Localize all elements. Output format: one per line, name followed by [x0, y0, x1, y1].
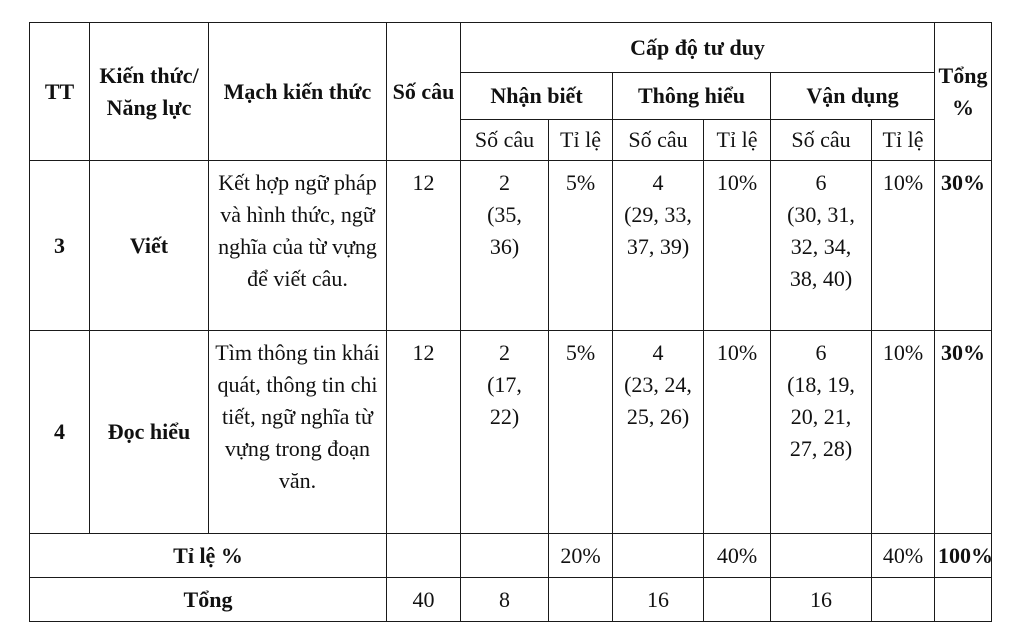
header-tt: TT [30, 23, 90, 161]
row-nb-so-cau: 2 (35, 36) [461, 161, 549, 331]
row-kien-thuc: Viết [90, 161, 209, 331]
row-vd-ti-le: 10% [872, 331, 935, 534]
exam-matrix-table [29, 22, 992, 622]
ti-le-row [30, 534, 992, 578]
ti-le-so-cau [387, 534, 461, 578]
tong-so-cau: 40 [387, 578, 461, 622]
header-tong-pct: Tổng % [935, 23, 992, 161]
tong-vd-ti-le [872, 578, 935, 622]
row-vd-ti-le: 10% [872, 161, 935, 331]
tong-nb-ti-le [549, 578, 613, 622]
header-van-dung: Vận dụng [771, 73, 935, 120]
tong-th-so-cau: 16 [613, 578, 704, 622]
ti-le-label: Tỉ lệ % [30, 534, 387, 578]
row-tt: 3 [30, 161, 90, 331]
tong-row [30, 578, 992, 622]
ti-le-nb-ti-le: 20% [549, 534, 613, 578]
header-vd-so-cau: Số câu [771, 120, 872, 161]
ti-le-vd-ti-le: 40% [872, 534, 935, 578]
tong-vd-so-cau: 16 [771, 578, 872, 622]
row-so-cau: 12 [387, 161, 461, 331]
row-nb-so-cau: 2 (17, 22) [461, 331, 549, 534]
ti-le-th-ti-le: 40% [704, 534, 771, 578]
table-row [30, 331, 992, 534]
ti-le-th-so-cau [613, 534, 704, 578]
header-th-ti-le: Tỉ lệ [704, 120, 771, 161]
table-row [30, 161, 992, 331]
header-kien-thuc: Kiến thức/ Năng lực [90, 23, 209, 161]
row-mach-kien-thuc: Kết hợp ngữ pháp và hình thức, ngữ nghĩa của từ vựng để viết câu. [209, 161, 387, 331]
row-mach-kien-thuc: Tìm thông tin khái quát, thông tin chi tiết, ngữ nghĩa từ vựng trong đoạn văn. [209, 331, 387, 534]
row-tong: 30% [935, 331, 992, 534]
row-th-so-cau: 4 (23, 24, 25, 26) [613, 331, 704, 534]
tong-th-ti-le [704, 578, 771, 622]
tong-label: Tổng [30, 578, 387, 622]
ti-le-tong: 100% [935, 534, 992, 578]
row-nb-ti-le: 5% [549, 331, 613, 534]
ti-le-vd-so-cau [771, 534, 872, 578]
ti-le-nb-so-cau [461, 534, 549, 578]
row-th-so-cau: 4 (29, 33, 37, 39) [613, 161, 704, 331]
header-row-1 [30, 23, 992, 73]
header-th-so-cau: Số câu [613, 120, 704, 161]
header-nb-so-cau: Số câu [461, 120, 549, 161]
tong-nb-so-cau: 8 [461, 578, 549, 622]
row-vd-so-cau: 6 (18, 19, 20, 21, 27, 28) [771, 331, 872, 534]
header-mach-kien-thuc: Mạch kiến thức [209, 23, 387, 161]
header-nhan-biet: Nhận biết [461, 73, 613, 120]
row-th-ti-le: 10% [704, 161, 771, 331]
row-so-cau: 12 [387, 331, 461, 534]
row-kien-thuc: Đọc hiểu [90, 331, 209, 534]
header-so-cau: Số câu [387, 23, 461, 161]
row-th-ti-le: 10% [704, 331, 771, 534]
row-nb-ti-le: 5% [549, 161, 613, 331]
header-nb-ti-le: Tỉ lệ [549, 120, 613, 161]
row-tong: 30% [935, 161, 992, 331]
header-cap-do-tu-duy: Cấp độ tư duy [461, 23, 935, 73]
row-vd-so-cau: 6 (30, 31, 32, 34, 38, 40) [771, 161, 872, 331]
header-thong-hieu: Thông hiểu [613, 73, 771, 120]
header-vd-ti-le: Tỉ lệ [872, 120, 935, 161]
tong-tong [935, 578, 992, 622]
row-tt: 4 [30, 331, 90, 534]
